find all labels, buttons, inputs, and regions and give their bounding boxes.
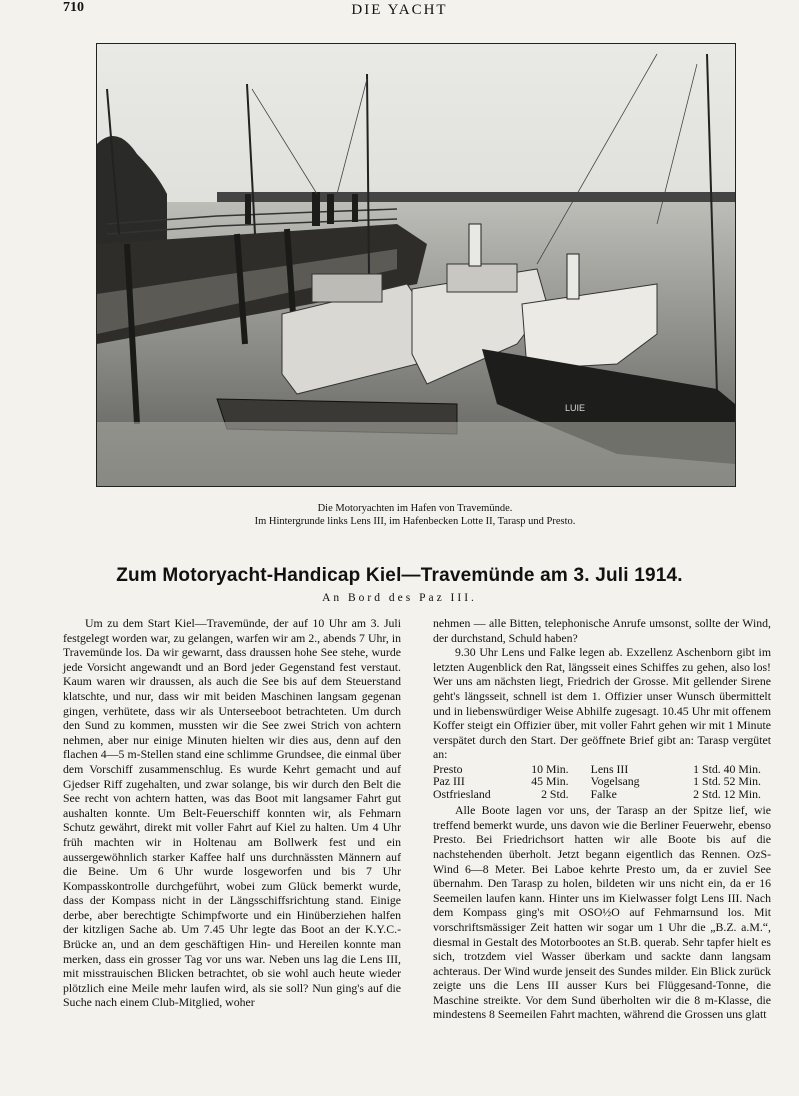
table-cell: Vogelsang [590,774,640,789]
handicap-table [433,763,771,800]
table-cell: Lens III [590,761,629,776]
figure-caption-line2: Im Hintergrunde links Lens III, im Hafenbecken Lotte II, Tarasp und Presto. [254,516,576,527]
harbor-photograph [96,43,736,487]
left-column [63,616,401,1010]
table-cell: 1 Std. 52 Min. [693,774,761,789]
table-cell: Ostfriesland [433,786,491,801]
paragraph: Alle Boote lagen vor uns, der Tarasp an der Spitze lief, wie treffend bemerkt wurde, uns davon wie die Berliner Feuerwehr, ebenso Presto. Bei Friedrichsort hatten wir alle Boote bis auf die nachstehenden überholt. Jetzt begann eigentlich das Rennen. OzS-Wind 6—8 Meter. Bei Laboe kehrte Presto um, da er zuviel See übernahm. Den Tarasp zu holen, bildeten wir uns nicht ein, da er 16 Seemeilen laufen kann. Hinter uns im Kielwasser folgt Lens III. Nach dem Kompass ging's mit OSO½O auf Fehmarnsund los. Mit vorschriftsmässiger Zeit hatten wir sogar um 1 Uhr die „B.Z. a.M.“, diesmal in Gestalt des Motorbootes an St.B. querab. Sehr tapfer hielt es sich, trotzdem viel Wasser überkam und sackte dann langsam achteraus. Der Wind wurde jenseit des Sundes milder. Ein Blick zurück zeigte uns die Lens III ausser Kurs bei Flüggesand-Tonne, die Maschine streikte. Vor dem Sund überholten wir die 8 m-Klasse, die mindestens 8 Seemeilen Fahrt machten, während die Grossen uns glatt [433,803,771,1022]
paragraph: nehmen — alle Bitten, telephonische Anrufe umsonst, sollte der Wind, der durchstand, Schuld haben? [433,616,771,645]
table-row [433,775,771,787]
article-title: Zum Motoryacht-Handicap Kiel—Travemünde am 3. Juli 1914. [116,565,683,586]
table-cell: 2 Std. [541,786,569,801]
table-cell: Paz III [433,774,465,789]
table-cell: Presto [433,761,463,776]
table-cell: 45 Min. [531,774,569,789]
figure-caption-line1: Die Motoryachten im Hafen von Travemünde. [317,503,513,514]
article-byline: An Bord des Paz III. [322,592,477,604]
hull-name-label: LUIE [565,403,586,413]
table-cell: 10 Min. [531,761,569,776]
paragraph: 9.30 Uhr Lens und Falke legen ab. Exzellenz Aschenborn gibt im letzten Augenblick den Rat, längsseit eines Schiffes zu gehen, also los! Wer uns am nächsten liegt, Friedrich der Grosse. Mit gellender Sirene geht's längsseit, schnell ist dem 1. Offizier unser Wunsch übermittelt und in liebenswürdiger Weise Abhilfe zugesagt. 10.45 Uhr mit offenem Koffer steigt ein Offizier über, mit voller Fahrt gehen wir mit 1 Minute verspätet durch den Start. Der geöffnete Brief gibt an: Tarasp vergütet an: [433,645,771,762]
page-number: 710 [63,0,84,15]
table-row [433,788,771,800]
table-cell: Falke [590,786,617,801]
running-title: DIE YACHT [351,2,448,18]
table-cell: 2 Std. 12 Min. [693,786,761,801]
paragraph: Um zu dem Start Kiel—Travemünde, der auf 10 Uhr am 3. Juli festgelegt worden war, zu gelangen, warfen wir am 2., abends 7 Uhr, in Travemünde los. Da wir gewarnt, dass draussen hohe See stehe, wurde jede Vorsicht angewandt und an Bord jeder Gegenstand fest verstaut. Kaum waren wir draussen, als auch die See bis auf dem Steuerstand klatschte, und nur, dass wir mit beiden Maschinen langsam gegenan gingen, verhütete, dass wir als Unterseeboot betrachteten. Um durch den Sund zu kommen, mussten wir die See zwei Strich von achtern nehmen, aber nur einige Minuten hielten wir dies aus, denn auf den flachen 4—5 m-Stellen stand eine schlimme Grundsee, die einmal über dem Vorschiff zusammenschlug. Es wurde Kehrt gemacht und auf Gjedser Riff zugehalten, und zwar solange, bis wir durch den Belt die See recht von achtern hatten, was das Boot mit langsamer Fahrt gut aushalten konnte. Um Belt-Feuerschiff konnten wir, als Fehmarn Schutz gewährt, direkt mit voller Fahrt auf Kiel zu halten. Um 4 Uhr früh machten wir in Holtenau am Bollwerk fest und ein aussergewöhnlich starker Kaffee half uns durchnässten Männern auf die Beine. Um 6 Uhr wurde losgeworfen und bis 7 Uhr Kompasskontrolle durchgeführt, wobei zum Glück bemerkt wurde, dass der Kompass nicht in der Längsschiffsrichtung stand. Einige derbe, aber berechtigte Schimpfworte und ein Hinüberziehen halfen der kitzligen Sache ab. Um 7.45 Uhr legte das Boot an der K.Y.C.-Brücke an, und an dem geschäftigen Hin- und Hereilen konnte man merken, dass ein grosser Tag vor uns war. Neben uns lag die Lens III, mit misstrauischen Blicken betrachtet, ob sie wohl auch heute wieder plötzlich eine Meile mehr laufen wird, als sie soll? Nun ging's auf die Suche nach einem Club-Mitglied, woher [63,616,401,1010]
right-column [433,616,771,1022]
table-cell: 1 Std. 40 Min. [693,761,761,776]
